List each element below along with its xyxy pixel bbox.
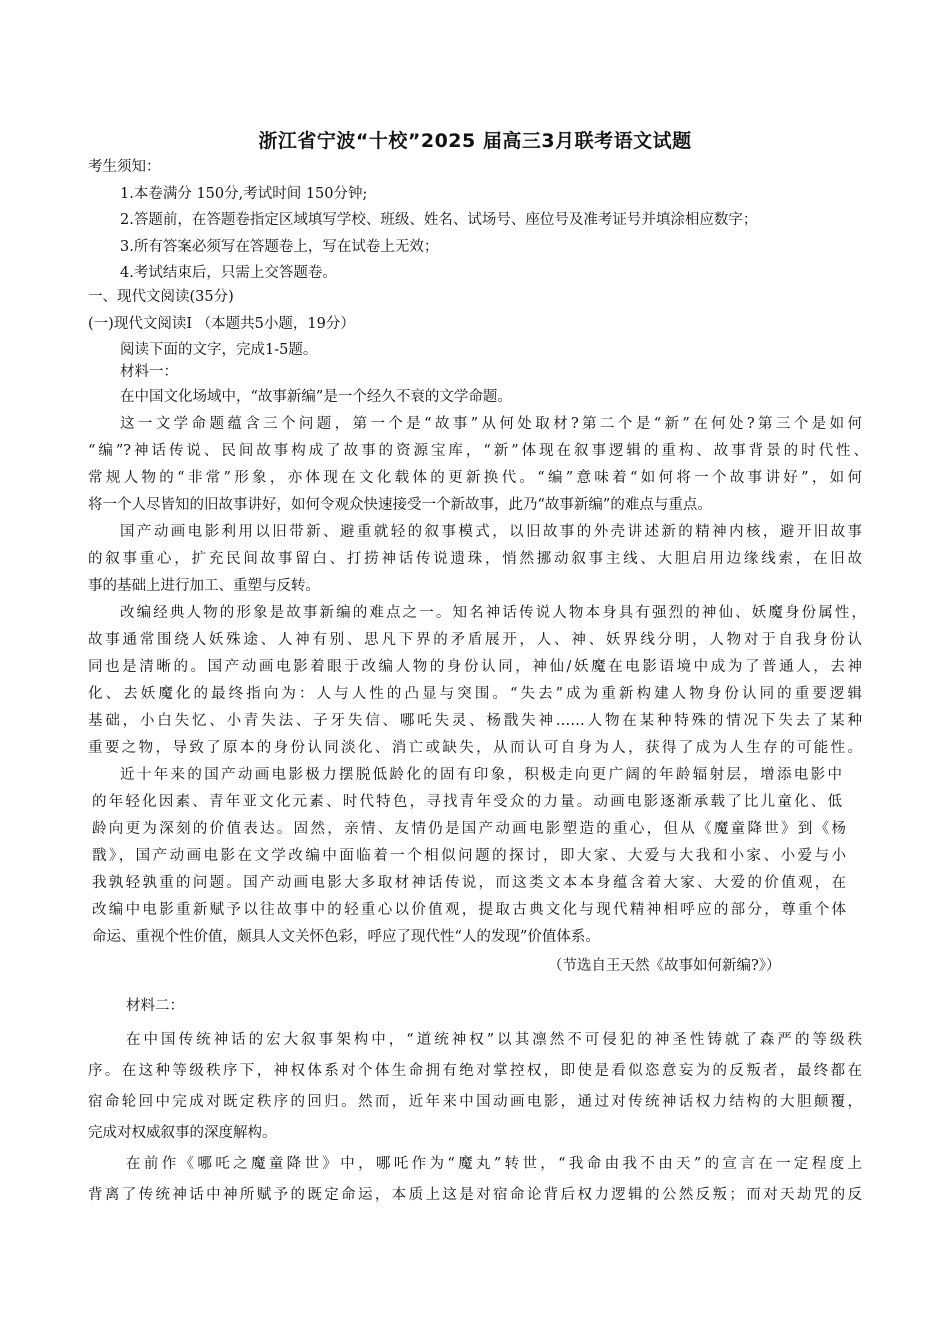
paragraph-line: 化、去妖魔化的最终指向为：人与人性的凸显与突围。“失去”成为重新构建人物身份认同的重要逻辑 bbox=[88, 686, 862, 702]
paragraph-line: 序。在这种等级秩序下，神权体系对个体生命拥有绝对掌控权，即使是看似恣意妄为的反叛者，最终都在 bbox=[88, 1063, 862, 1079]
notice-item: 2.答题前，在答题卷指定区域填写学校、班级、姓名、试场号、座位号及准考证号并填涂相应数字； bbox=[120, 212, 758, 228]
notice-item: 3.所有答案必须写在答题卷上，写在试卷上无效； bbox=[120, 239, 439, 255]
paragraph-line: 的年轻化因素、青年亚文化元素、时代特色，寻找青年受众的力量。动画电影逐渐承载了比儿童化、低 bbox=[92, 794, 842, 810]
paragraph-line: 常规人物的“非常”形象，亦体现在文化载体的更新换代。“编”意味着“如何将一个故事讲好”，如何 bbox=[88, 470, 862, 486]
paragraph-line: 背离了传统神话中神所赋予的既定命运，本质上这是对宿命论背后权力逻辑的公然反叛；而对天劫咒的反 bbox=[88, 1187, 862, 1203]
paragraph-line: 龄向更为深刻的价值表达。固然，亲情、友情仍是国产动画电影塑造的重心，但从《魔童降世》到《杨 bbox=[92, 821, 846, 837]
paragraph-line: 故事通常围绕人妖殊途、人神有别、思凡下界的矛盾展开，人、神、妖界线分明，人物对于自我身份认 bbox=[88, 632, 862, 648]
paragraph-line: 改编经典人物的形象是故事新编的难点之一。知名神话传说人物本身具有强烈的神仙、妖魔身份属性， bbox=[120, 605, 866, 621]
subsection-heading: (一)现代文阅读Ⅰ （本题共5小题，19分） bbox=[88, 316, 355, 332]
material1-label: 材料一： bbox=[120, 364, 178, 380]
instruction: 阅读下面的文字，完成1-5题。 bbox=[120, 342, 318, 358]
paragraph-line: 命运、重视个性价值，颇具人文关怀色彩，呼应了现代性“人的发现”价值体系。 bbox=[92, 929, 600, 945]
paragraph-line: 事的基础上进行加工、重塑与反转。 bbox=[88, 578, 320, 594]
paragraph-line: 的叙事重心，扩充民间故事留白、打捞神话传说遗珠，悄然挪动叙事主线、大胆启用边缘线索，在旧故 bbox=[88, 551, 862, 567]
exam-title: 浙江省宁波“十校”2025 届高三3月联考语文试题 bbox=[258, 130, 692, 152]
paragraph-line: 完成对权威叙事的深度解构。 bbox=[88, 1125, 277, 1141]
paragraph-line: 国产动画电影利用以旧带新、避重就轻的叙事模式，以旧故事的外壳讲述新的精神内核，避开旧故事 bbox=[120, 524, 862, 540]
material2-label: 材料二： bbox=[126, 998, 184, 1014]
paragraph-line: 重要之物，导致了原本的身份认同淡化、消亡或缺失，从而认可自身为人，获得了成为人生存的可能性。 bbox=[88, 740, 862, 756]
notice-item: 4.考试结束后，只需上交答题卷。 bbox=[120, 265, 337, 281]
paragraph-line: 基础，小白失忆、小青失法、子牙失信、哪吒失灵、杨戬失神……人物在某种特殊的情况下失去了某种 bbox=[88, 713, 862, 729]
paragraph-line: “编”?神话传说、民间故事构成了故事的资源宝库，“新”体现在叙事逻辑的重构、故事背景的时代性、 bbox=[88, 443, 868, 459]
source-citation: （节选自王天然《故事如何新编?》） bbox=[548, 958, 781, 974]
paragraph-line: 同也是清晰的。国产动画电影着眼于改编人物的身份认同，神仙/妖魔在电影语境中成为了普通人，去神 bbox=[88, 659, 862, 675]
paragraph-line: 宿命轮回中完成对既定秩序的回归。然而，近年来中国动画电影，通过对传统神话权力结构的大胆颠覆， bbox=[88, 1094, 862, 1110]
paragraph-line: 这一文学命题蕴含三个问题，第一个是“故事”从何处取材?第二个是“新”在何处?第三个是如何 bbox=[120, 416, 862, 432]
paragraph-line: 近十年来的国产动画电影极力摆脱低龄化的固有印象，积极走向更广阔的年龄辐射层，增添电影中 bbox=[120, 767, 842, 783]
paragraph-line: 在中国传统神话的宏大叙事架构中，“道统神权”以其凛然不可侵犯的神圣性铸就了森严的等级秩 bbox=[126, 1032, 862, 1048]
notice-item: 1.本卷满分 150分,考试时间 150分钟; bbox=[120, 186, 368, 202]
paragraph-line: 戬》，国产动画电影在文学改编中面临着一个相似问题的探讨，即大家、大爱与大我和小家、小爱与小 bbox=[92, 848, 846, 864]
paragraph-line: 我孰轻孰重的问题。国产动画电影大多取材神话传说，而这类文本本身蕴含着大家、大爱的价值观，在 bbox=[92, 875, 846, 891]
section-heading: 一、现代文阅读(35分) bbox=[88, 289, 234, 305]
notice-heading: 考生须知： bbox=[88, 159, 161, 175]
paragraph-line: 在前作《哪吒之魔童降世》中，哪吒作为“魔丸”转世，“我命由我不由天”的宣言在一定程度上 bbox=[126, 1156, 862, 1172]
paragraph-line: 在中国文化场域中，“故事新编”是一个经久不衰的文学命题。 bbox=[120, 389, 512, 405]
paragraph-line: 将一个人尽皆知的旧故事讲好，如何令观众快速接受一个新故事，此乃“故事新编”的难点与重点。 bbox=[88, 497, 712, 513]
paragraph-line: 改编中电影重新赋予以往故事中的轻重心以价值观，提取古典文化与现代精神相呼应的部分，尊重个体 bbox=[92, 902, 846, 918]
